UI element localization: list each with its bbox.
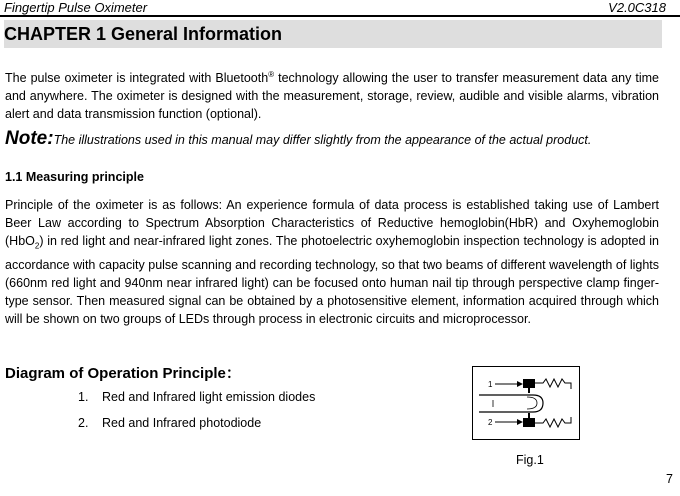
operation-principle-figure — [472, 366, 580, 440]
list-item — [78, 416, 261, 430]
header-version: V2.0C318 — [608, 0, 666, 15]
note — [5, 128, 591, 150]
finger-sensor-illustration — [473, 367, 579, 439]
principle-paragraph — [5, 196, 659, 328]
principle-text-part1: Principle of the oximeter is as follows: An experience formula of data process is established taking use of Lambert Beer Law according to Spectrum Absorption Characteristics of Reductive hemoglobin(HbR) and Oxyhemoglobin (HbO — [5, 198, 659, 248]
header-divider — [0, 15, 680, 17]
principle-text-part2: ) in red light and near-infrared light zones. The photoelectric oxyhemoglobin inspection technology is adopted in accordance with capacity pulse scanning and recording technology, so that two beams of different wavelength of lights (660nm red light and 940nm near infrared light) can be focused onto human nail tip through perspective clamp finger-type sensor. Then measured signal can be obtained by a photosensitive element, information acquired through which will be shown on two groups of LEDs through process in electronic circuits and microprocessor. — [5, 234, 659, 326]
intro-paragraph — [5, 66, 659, 123]
note-label: Note: — [5, 128, 54, 149]
registered-mark: ® — [268, 70, 275, 79]
resistor-bottom — [535, 417, 571, 427]
header-title: Fingertip Pulse Oximeter — [4, 0, 148, 15]
chapter-banner — [4, 20, 662, 48]
chapter-title: CHAPTER 1 General Information — [4, 24, 283, 44]
list-item — [78, 390, 315, 404]
list-item-number: 1. — [78, 390, 89, 404]
resistor-top — [535, 379, 571, 389]
page-number: 7 — [666, 472, 673, 486]
section-heading: 1.1 Measuring principle — [5, 170, 144, 184]
emitter-diode — [523, 379, 535, 388]
list-item-number: 2. — [78, 416, 89, 430]
intro-text-part2: technology allowing the user to transfer measurement data any time and anywhere. The oximeter is designed with the measurement, storage, review, audible and visible alarms, vibration alert and data transmission function (optional). — [5, 71, 659, 122]
detector-diode — [523, 418, 535, 427]
note-text: The illustrations used in this manual may differ slightly from the appearance of the actual product. — [53, 133, 592, 147]
diagram-heading: Diagram of Operation Principle： — [5, 365, 241, 382]
subscript-2: 2 — [34, 241, 40, 251]
arrow-head-1 — [517, 381, 523, 387]
list-item-text: Red and Infrared light emission diodes — [102, 390, 316, 404]
intro-text-part1: The pulse oximeter is integrated with Bluetooth — [5, 71, 269, 86]
list-item-text: Red and Infrared photodiode — [102, 416, 262, 430]
arrow-head-2 — [517, 419, 523, 425]
figure-label-1: 1 — [488, 380, 493, 389]
figure-label-2: 2 — [488, 418, 493, 427]
figure-caption: Fig.1 — [516, 453, 544, 467]
